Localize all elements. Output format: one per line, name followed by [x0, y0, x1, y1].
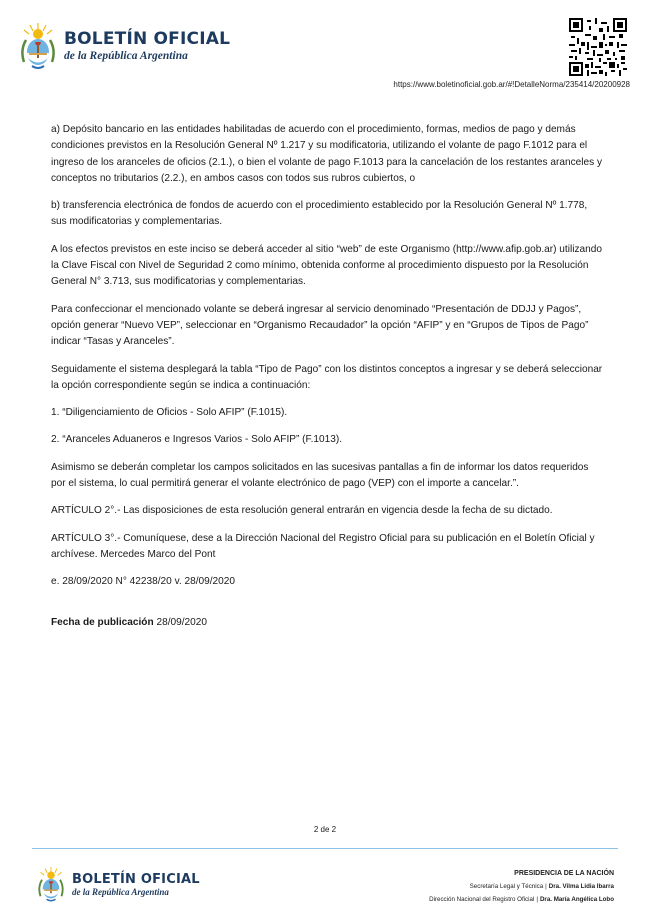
secretaria-label: Secretaría Legal y Técnica [469, 883, 544, 890]
paragraph-vep-instructions: Para confeccionar el mencionado volante se deberá ingresar al servicio denominado “Presentación de DDJJ y Pagos”, opción generar “Nuevo VEP”, seleccionar en “Organismo Recaudador” la opción “AFIP” y en “Grupos de Tipos de Pago” indicar “Tasas y Aranceles”. [51, 303, 589, 348]
footer-divider [32, 848, 618, 849]
publication-date-value: 28/09/2020 [156, 616, 207, 628]
separator: | [545, 883, 547, 890]
argentina-seal-icon [36, 866, 66, 904]
source-url[interactable]: https://www.boletinoficial.gob.ar/#!DetalleNorma/235414/20200928 [393, 80, 630, 89]
articulo-3: ARTÍCULO 3°.- Comuníquese, dese a la Dirección Nacional del Registro Oficial para su publicación en el Boletín Oficial y archívese. Mercedes Marco del Pont [51, 532, 595, 560]
direccion-label: Dirección Nacional del Registro Oficial [429, 896, 535, 903]
separator: | [536, 896, 538, 903]
list-item-2: 2. “Aranceles Aduaneros e Ingresos Varios - Solo AFIP” (F.1013). [51, 434, 342, 446]
footer-line-secretaria [429, 880, 614, 893]
paragraph-b: b) transferencia electrónica de fondos de acuerdo con el procedimiento establecido por la Resolución General Nº 1.778, sus modificatorias y complementarias. [51, 200, 588, 228]
publication-date [51, 615, 604, 631]
publication-date-label: Fecha de publicación [51, 616, 154, 628]
articulo-2: ARTÍCULO 2°.- Las disposiciones de esta resolución general entrarán en vigencia desde la fecha de su dictado. [51, 505, 553, 517]
edition-reference: e. 28/09/2020 N° 42238/20 v. 28/09/2020 [51, 576, 236, 588]
page-number: 2 de 2 [313, 825, 337, 834]
brand-title: BOLETÍN OFICIAL [64, 29, 231, 50]
header-logo [18, 22, 230, 72]
list-item-1: 1. “Diligenciamiento de Oficios - Solo AFIP” (F.1015). [51, 407, 288, 419]
paragraph-asimismo: Asimismo se deberán completar los campos solicitados en las sucesivas pantallas a fin de informar los datos requeridos por el sistema, lo cual permitirá generar el volante electrónico de pago (VEP) con el importe a cancelar.”. [51, 461, 589, 490]
footer-logo [36, 866, 200, 904]
paragraph-payment-type: Seguidamente el sistema desplegará la tabla “Tipo de Pago” con los distintos conceptos a ingresar y se deberá seleccionar la opción correspondiente según se indica a continuación: [51, 363, 603, 391]
qr-code-icon[interactable] [569, 18, 627, 76]
footer-credits [429, 867, 614, 906]
paragraph-afip-access: A los efectos previstos en este inciso se deberá acceder al sitio “web” de este Organismo (http://www.afip.gob.ar) utilizando la Clave Fiscal con Nivel de Seguridad 2 como mínimo, obtenida conforme al procedimiento dispuesto por la Resolución General N° 3.713, sus modificatorias y complementarias. [51, 243, 602, 288]
direccion-name: Dra. María Angélica Lobo [539, 896, 614, 903]
footer-line-direccion [429, 893, 614, 906]
brand-subtitle: de la República Argentina [64, 50, 188, 63]
document-body [51, 122, 604, 642]
secretaria-name: Dra. Vilma Lidia Ibarra [548, 883, 614, 890]
footer-brand-subtitle: de la República Argentina [72, 887, 169, 897]
footer-brand-title: BOLETÍN OFICIAL [72, 872, 200, 887]
paragraph-a: a) Depósito bancario en las entidades habilitadas de acuerdo con el procedimiento, formas, medios de pago y demás condiciones previstos en la Resolución General Nº 1.217 y su modificatoria, utilizando el volante de pago F.1012 para el ingreso de los aranceles de oficios (2.1.), o bien el volante de pago F.1013 para la cancelación de los restantes aranceles y conceptos no tributarios (2.2.), en ambos casos con todos sus rubros cubiertos, o [51, 124, 603, 184]
presidency-label: PRESIDENCIA DE LA NACIÓN [514, 870, 614, 877]
argentina-seal-icon [18, 22, 58, 72]
